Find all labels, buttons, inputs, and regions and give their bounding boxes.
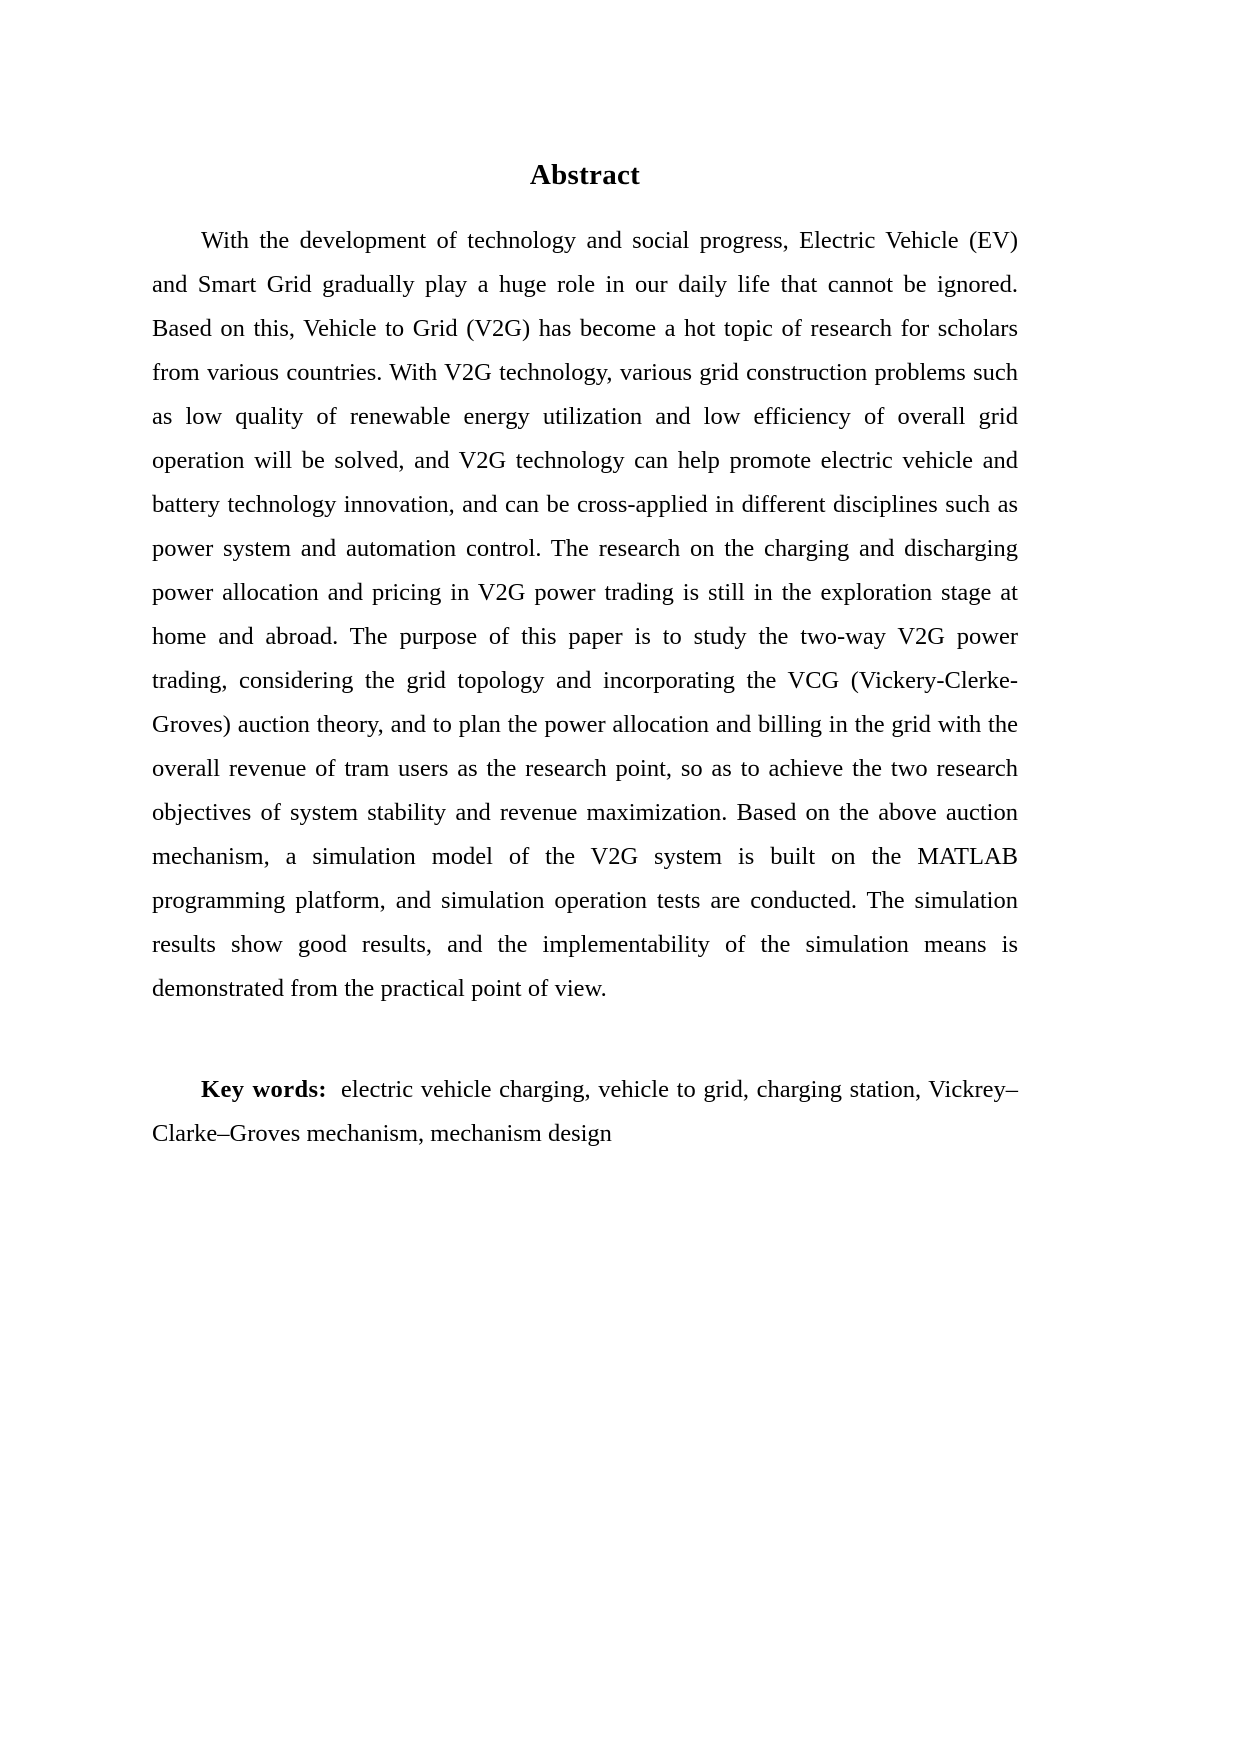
page-content — [152, 158, 1018, 1156]
keywords-label: Key words: — [201, 1075, 327, 1103]
keywords-paragraph — [152, 1068, 1018, 1156]
keywords-section — [152, 1068, 1018, 1156]
abstract-paragraph: With the development of technology and social progress, Electric Vehicle (EV) and Smart Grid gradually play a huge role in our daily life that cannot be ignored. Based on this, Vehicle to Grid (V2G) has become a hot topic of research for scholars from various countries. With V2G technology, various grid construction problems such as low quality of renewable energy utilization and low efficiency of overall grid operation will be solved, and V2G technology can help promote electric vehicle and battery technology innovation, and can be cross-applied in different disciplines such as power system and automation control. The research on the charging and discharging power allocation and pricing in V2G power trading is still in the exploration stage at home and abroad. The purpose of this paper is to study the two-way V2G power trading, considering the grid topology and incorporating the VCG (Vickery-Clerke-Groves) auction theory, and to plan the power allocation and billing in the grid with the overall revenue of tram users as the research point, so as to achieve the two research objectives of system stability and revenue maximization. Based on the above auction mechanism, a simulation model of the V2G system is built on the MATLAB programming platform, and simulation operation tests are conducted. The simulation results show good results, and the implementability of the simulation means is demonstrated from the practical point of view. — [152, 226, 1018, 1002]
keywords-list: electric vehicle charging, vehicle to grid, charging station, Vickrey–Clarke–Groves mechanism, mechanism design — [152, 1075, 1018, 1147]
page-title: Abstract — [529, 159, 641, 191]
